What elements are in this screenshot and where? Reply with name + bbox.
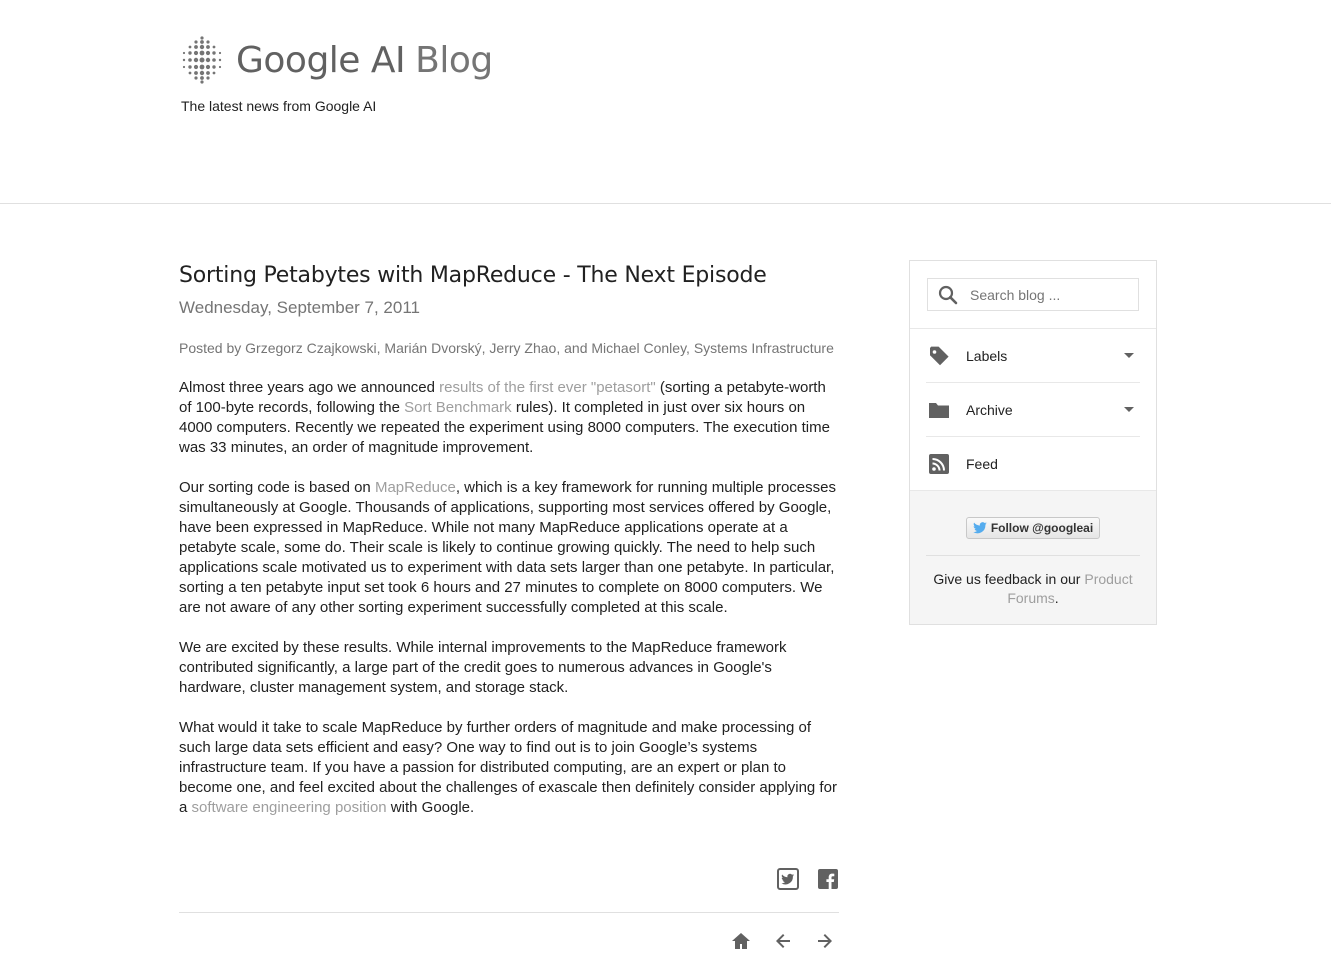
paragraph-text: Almost three years ago we announced (179, 379, 440, 396)
paragraph-text: What would it take to scale MapReduce by further orders of magnitude and make processing of such large data sets efficient and easy? One way to find out is to join Google’s systems infrastructure team. If you have a passion for distributed computing, are an expert or plan to become one, and feel excited about the challenges of exascale then definitely consider applying for a (179, 719, 837, 816)
follow-label: Follow @googleai (990, 521, 1094, 535)
logo-wordmark (236, 40, 493, 81)
paragraph-text: rules). It completed in just over six hours on 4000 computers. Recently we repeated the experiment using 8000 computers. The execution time was 33 minutes, an order of magnitude improvement. (179, 399, 830, 456)
software-engineering-position-link[interactable]: software engineering position (191, 799, 387, 816)
petasort-link[interactable]: results of the first ever "petasort" (439, 379, 656, 396)
feedback-text (926, 570, 1140, 608)
sidebar-footer-divider (926, 555, 1140, 556)
search-section (910, 261, 1156, 329)
blog-header (0, 0, 1331, 204)
blog-logo[interactable] (180, 36, 493, 84)
post-date: Wednesday, September 7, 2011 (179, 298, 420, 317)
follow-button[interactable] (966, 517, 1100, 539)
post-author: Posted by Grzegorz Czajkowski, Marián Dvorský, Jerry Zhao, and Michael Conley, Systems Infrastructure (179, 340, 834, 356)
post-navigation (730, 930, 836, 952)
rss-icon (928, 453, 950, 475)
sidebar-item-archive[interactable] (926, 383, 1140, 437)
logo-google: Google (236, 39, 360, 81)
post-paragraph (179, 478, 839, 618)
tag-icon (928, 345, 950, 367)
sidebar-footer (910, 490, 1156, 624)
sidebar-item-label: Archive (966, 401, 1013, 418)
search-input[interactable] (968, 286, 1132, 304)
paragraph-text: (sorting a petabyte-worth of 100-byte records, following the (179, 379, 826, 416)
post-title: Sorting Petabytes with MapReduce - The Next Episode (179, 263, 767, 288)
facebook-icon[interactable] (817, 868, 839, 890)
mapreduce-link[interactable]: MapReduce (374, 479, 456, 496)
sidebar-item-feed[interactable] (926, 437, 1140, 490)
home-icon (730, 930, 752, 952)
sidebar-item-label: Feed (966, 455, 998, 472)
newer-post-button[interactable] (772, 930, 794, 952)
feedback-suffix: . (1054, 590, 1059, 606)
search-box[interactable] (927, 278, 1139, 311)
twitter-icon[interactable] (777, 868, 799, 890)
logo-ai: AI (359, 39, 406, 81)
chevron-down-icon (1124, 407, 1134, 412)
paragraph-text: Our sorting code is based on (179, 479, 375, 496)
arrow-right-icon (814, 930, 836, 952)
post (179, 260, 839, 838)
paragraph-text: with Google. (386, 799, 475, 816)
blog-tagline: The latest news from Google AI (181, 98, 377, 114)
older-post-button[interactable] (814, 930, 836, 952)
post-paragraph: We are excited by these results. While internal improvements to the MapReduce framework contributed significantly, a large part of the credit goes to numerous advances in Google's hardware, cluster management system, and storage stack. (179, 639, 787, 696)
post-paragraph (179, 718, 839, 818)
post-paragraph (179, 378, 839, 458)
sort-benchmark-link[interactable]: Sort Benchmark (404, 399, 512, 416)
arrow-left-icon (772, 930, 794, 952)
post-footer-divider (179, 912, 839, 913)
google-ai-logo-icon (180, 36, 224, 84)
post-body (179, 378, 839, 818)
folder-icon (928, 399, 950, 421)
home-button[interactable] (730, 930, 752, 952)
sidebar-item-labels[interactable] (926, 329, 1140, 383)
twitter-bird-icon (973, 522, 987, 534)
paragraph-text: , which is a key framework for running multiple processes simultaneously at Google. Thousands of applications, supporting most services offered by Google, have been expressed in MapReduce. While not many MapReduce applications operate at a petabyte scale, some do. Their scale is likely to continue growing quickly. The need to help such applications scale motivated us to experiment with data sets larger than one petabyte. In particular, sorting a ten petabyte input set took 6 hours and 27 minutes to complete on 8000 computers. We are not aware of any other sorting experiment successfully completed at this scale. (179, 479, 836, 616)
product-forums-link[interactable]: Product Forums (1007, 571, 1133, 606)
chevron-down-icon (1124, 353, 1134, 358)
sidebar-item-label: Labels (966, 347, 1008, 364)
feedback-prefix: Give us feedback in our (933, 571, 1085, 587)
sidebar (909, 260, 1157, 625)
search-icon[interactable] (937, 284, 959, 306)
share-buttons (777, 868, 839, 890)
logo-blog: Blog (415, 39, 493, 81)
